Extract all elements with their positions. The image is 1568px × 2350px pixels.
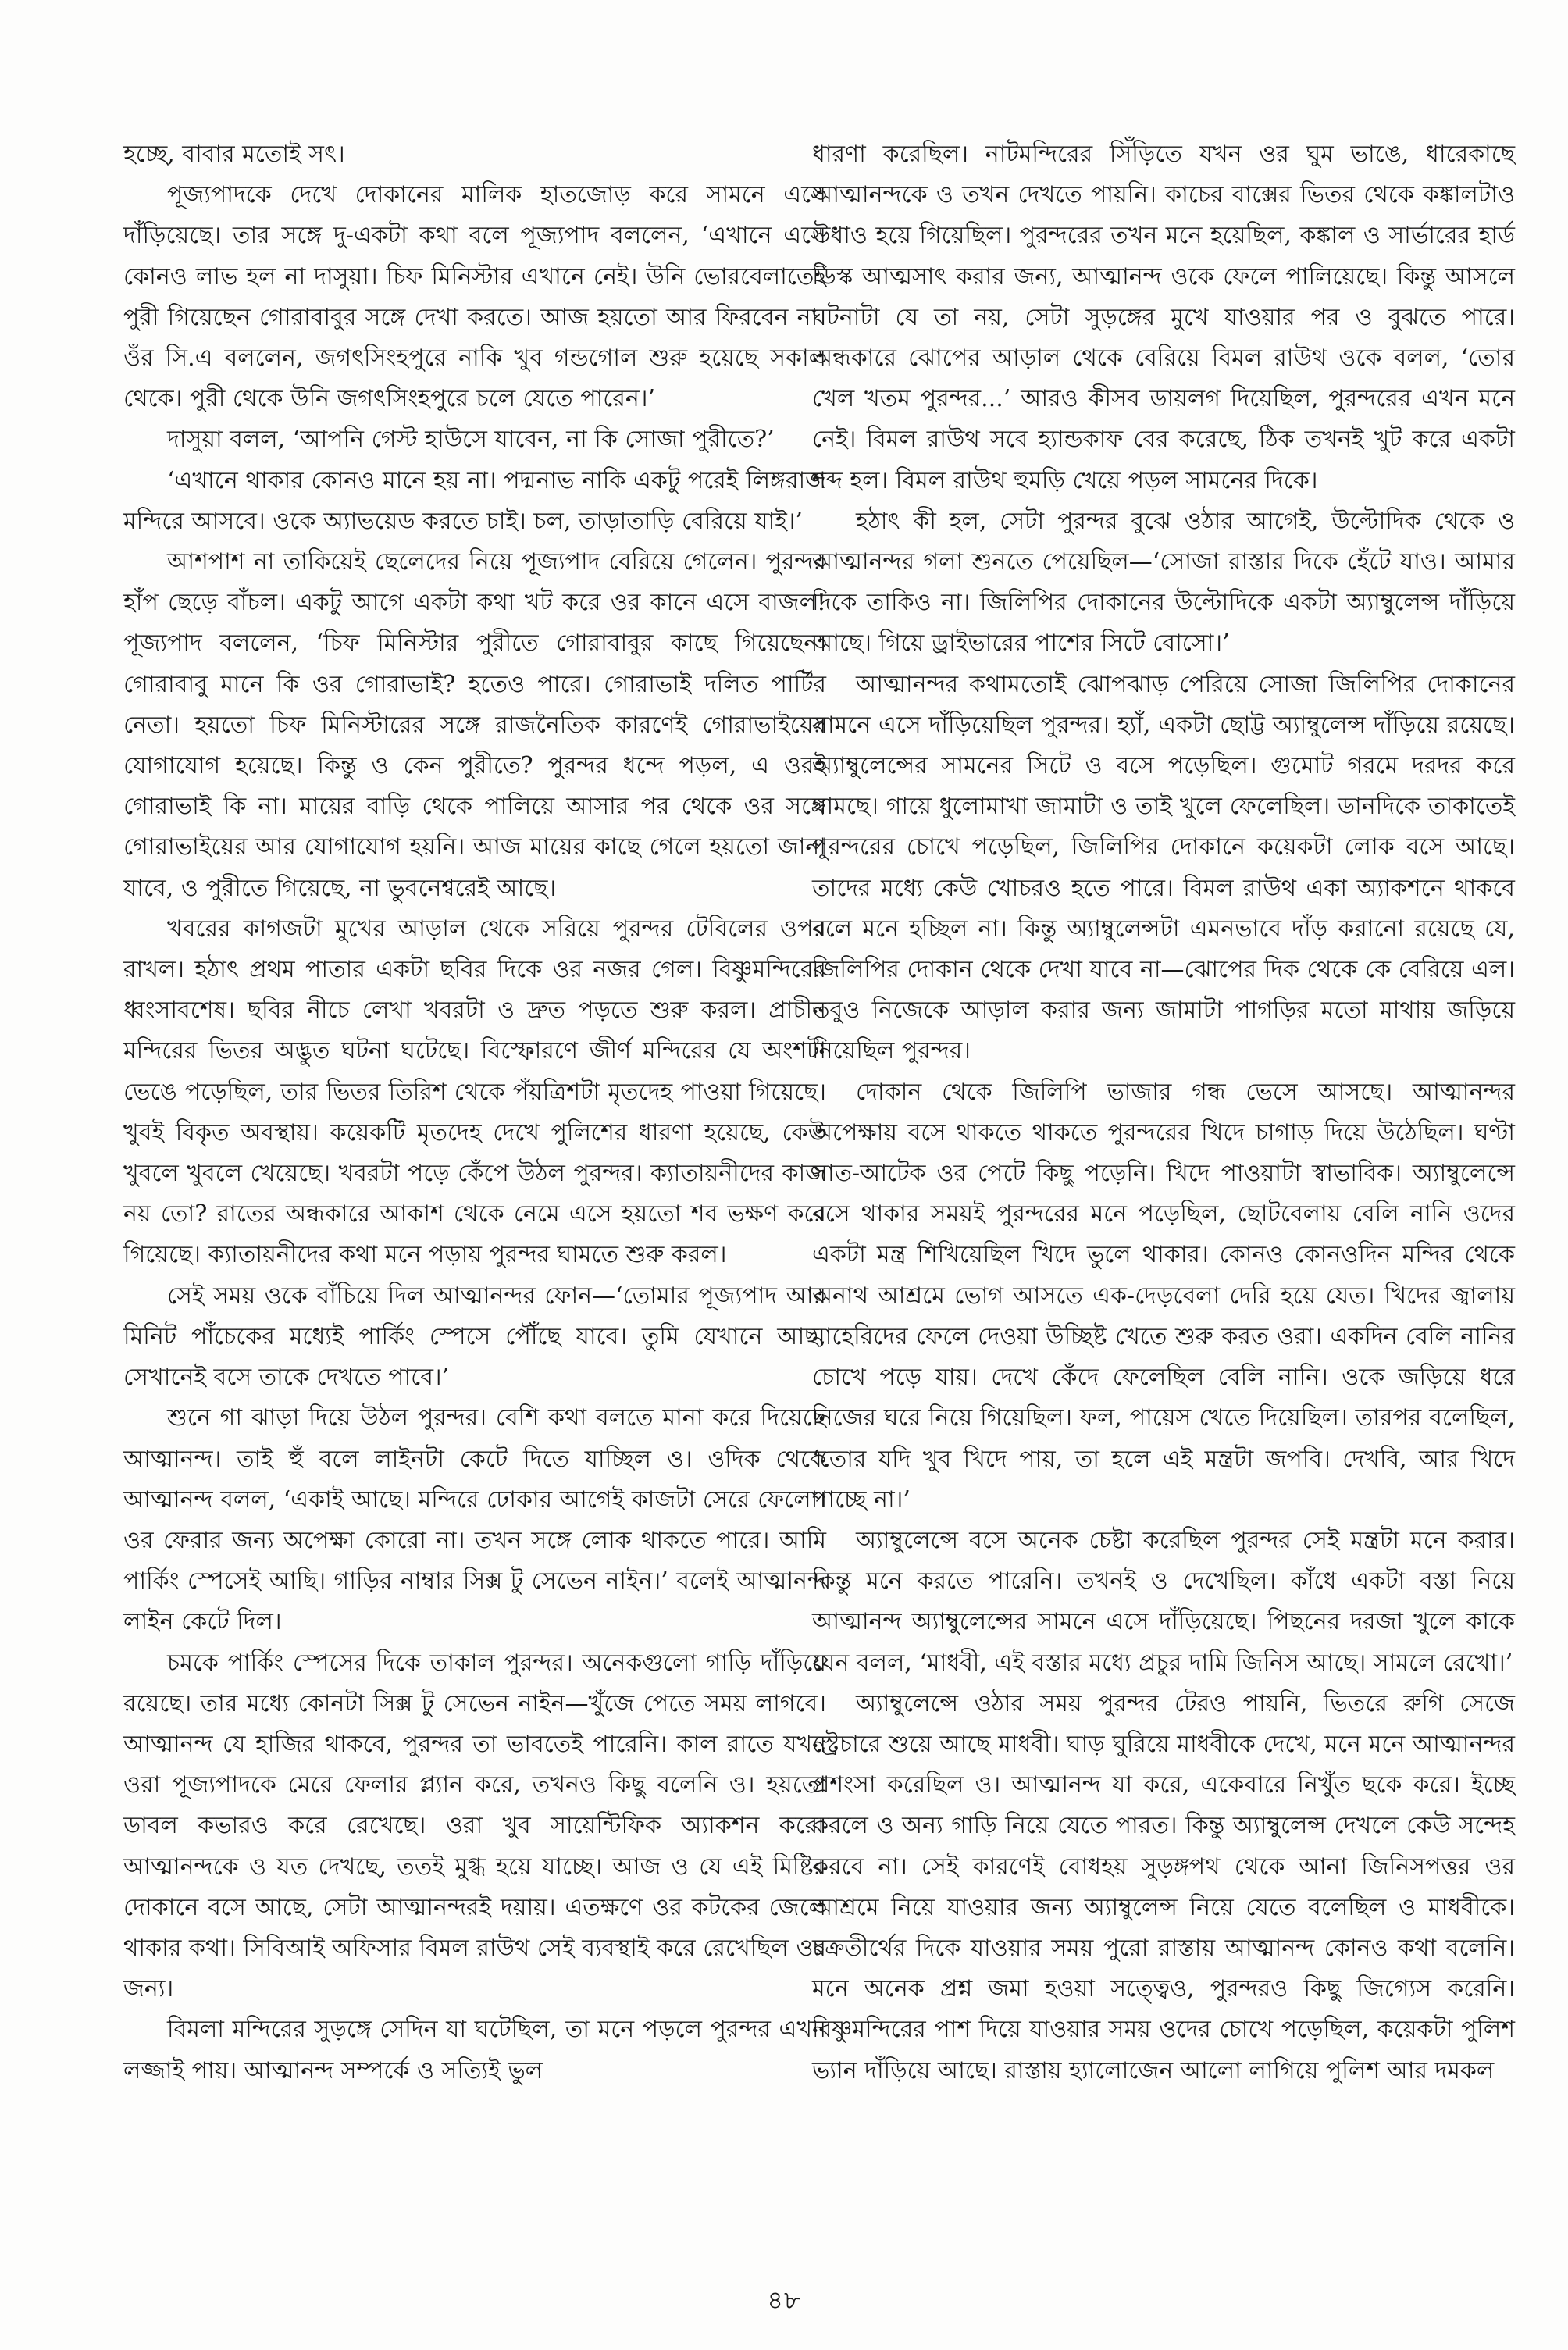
paragraph: হচ্ছে, বাবার মতোই সৎ। — [123, 141, 345, 168]
paragraph: চমকে পার্কিং স্পেসের দিকে তাকাল পুরন্দর। অনেকগুলো গাড়ি দাঁড়িয়ে রয়েছে। তার মধ্যে কোনটা সিক্স টু সেভেন নাইন—খুঁজে পেতে সময় লাগবে। আত্মানন্দ যে হাজির থাকবে, পুরন্দর তা ভাবতেই পারেনি। কাল রাতে যখন ওরা পূজ্যপাদকে মেরে ফেলার প্ল্যান করে, তখনও কিছু বলেনি ও। হয়তো ডাবল কভারও করে রেখেছে। ওরা খুব সায়েন্টিফিক অ্যাকশন করে। আত্মানন্দকে ও যত দেখছে, ততই মুগ্ধ হয়ে যাচ্ছে। আজ ও যে এই মিষ্টির দোকানে বসে আছে, সেটা আত্মানন্দরই দয়ায়। এতক্ষণে ওর কটকের জেলে থাকার কথা। সিবিআই অফিসার বিমল রাউথ সেই ব্যবস্থাই করে রেখেছিল ওর জন্য। — [123, 1649, 826, 2003]
paragraph: আশপাশ না তাকিয়েই ছেলেদের নিয়ে পূজ্যপাদ বেরিয়ে গেলেন। পুরন্দর হাঁপ ছেড়ে বাঁচল। একটু আগে একটা কথা খট করে ওর কানে এসে বাজল! পূজ্যপাদ বললেন, ‘চিফ মিনিস্টার পুরীতে গোরাবাবুর কাছে গিয়েছেন। গোরাবাবু মানে কি ওর গোরাভাই? হতেও পারে। গোরাভাই দলিত পার্টির নেতা। হয়তো চিফ মিনিস্টারের সঙ্গে রাজনৈতিক কারণেই গোরাভাইয়ের যোগাযোগ হয়েছে। কিন্তু ও কেন পুরীতে? পুরন্দর ধন্দে পড়ল, এ ওরই গোরাভাই কি না। মায়ের বাড়ি থেকে পালিয়ে আসার পর থেকে ওর সঙ্গে গোরাভাইয়ের আর যোগাযোগ হয়নি। আজ মায়ের কাছে গেলে হয়তো জানা যাবে, ও পুরীতে গিয়েছে, না ভুবনেশ্বরেই আছে। — [123, 548, 826, 902]
paragraph: বিমলা মন্দিরের সুড়ঙ্গে সেদিন যা ঘটেছিল, তা মনে পড়লে পুরন্দর এখন লজ্জাই পায়। আত্মানন্দ সম্পর্কে ও সত্যিই ভুল — [123, 2016, 826, 2084]
paragraph: খবরের কাগজটা মুখের আড়াল থেকে সরিয়ে পুরন্দর টেবিলের ওপর রাখল। হঠাৎ প্রথম পাতার একটা ছবির দিকে ওর নজর গেল। বিষ্ণুমন্দিরের ধ্বংসাবশেষ। ছবির নীচে লেখা খবরটা ও দ্রুত পড়তে শুরু করল। প্রাচীন মন্দিরের ভিতর অদ্ভুত ঘটনা ঘটেছে। বিস্ফোরণে জীর্ণ মন্দিরের যে অংশটা ভেঙে পড়েছিল, তার ভিতর তিরিশ থেকে পঁয়ত্রিশটা মৃতদেহ পাওয়া গিয়েছে। খুবই বিকৃত অবস্থায়। কয়েকটি মৃতদেহ দেখে পুলিশের ধারণা হয়েছে, কেউ খুবলে খুবলে খেয়েছে। খবরটা পড়ে কেঁপে উঠল পুরন্দর। ক্যাতায়নীদের কাজ নয় তো? রাতের অন্ধকারে আকাশ থেকে নেমে এসে হয়তো শব ভক্ষণ করে গিয়েছে। ক্যাতায়নীদের কথা মনে পড়ায় পুরন্দর ঘামতে শুরু করল। — [123, 915, 826, 1269]
paragraph: হঠাৎ কী হল, সেটা পুরন্দর বুঝে ওঠার আগেই, উল্টোদিক থেকে ও আত্মানন্দর গলা শুনতে পেয়েছিল—‘সোজা রাস্তার দিকে হেঁটে যাও। আমার দিকে তাকিও না। জিলিপির দোকানের উল্টোদিকে একটা অ্যাম্বুলেন্স দাঁড়িয়ে আছে। গিয়ে ড্রাইভারের পাশের সিটে বোসো।’ — [812, 507, 1515, 658]
right-text-column — [812, 134, 1515, 2091]
paragraph: দাসুয়া বলল, ‘আপনি গেস্ট হাউসে যাবেন, না কি সোজা পুরীতে?’ — [167, 426, 775, 454]
paragraph: সেই সময় ওকে বাঁচিয়ে দিল আত্মানন্দর ফোন—‘তোমার পূজ্যপাদ আর মিনিট পাঁচেকের মধ্যেই পার্কিং স্পেসে পৌঁছে যাবে। তুমি যেখানে আছ, সেখানেই বসে তাকে দেখতে পাবে।’ — [123, 1282, 826, 1392]
paragraph: আত্মানন্দর কথামতোই ঝোপঝাড় পেরিয়ে সোজা জিলিপির দোকানের সামনে এসে দাঁড়িয়েছিল পুরন্দর। হ্যাঁ, একটা ছোট্ট অ্যাম্বুলেন্স দাঁড়িয়ে রয়েছে। অ্যাম্বুলেন্সের সামনের সিটে ও বসে পড়েছিল। গুমোট গরমে দরদর করে ঘামছে। গায়ে ধুলোমাখা জামাটা ও তাই খুলে ফেলেছিল। ডানদিকে তাকাতেই পুরন্দরের চোখে পড়েছিল, জিলিপির দোকানে কয়েকটা লোক বসে আছে। তাদের মধ্যে কেউ খোচরও হতে পারে। বিমল রাউথ একা অ্যাকশনে থাকবে বলে মনে হচ্ছিল না। কিন্তু অ্যাম্বুলেন্সটা এমনভাবে দাঁড় করানো রয়েছে যে, জিলিপির দোকান থেকে দেখা যাবে না—ঝোপের দিক থেকে কে বেরিয়ে এল। তবুও নিজেকে আড়াল করার জন্য জামাটা পাগড়ির মতো মাথায় জড়িয়ে নিয়েছিল পুরন্দর। — [812, 670, 1515, 1065]
left-text-column — [123, 134, 826, 2091]
paragraph: শুনে গা ঝাড়া দিয়ে উঠল পুরন্দর। বেশি কথা বলতে মানা করে দিয়েছে আত্মানন্দ। তাই হুঁ বলে লাইনটা কেটে দিতে যাচ্ছিল ও। ওদিক থেকে আত্মানন্দ বলল, ‘একাই আছে। মন্দিরে ঢোকার আগেই কাজটা সেরে ফেলো। ওর ফেরার জন্য অপেক্ষা কোরো না। তখন সঙ্গে লোক থাকতে পারে। আমি পার্কিং স্পেসেই আছি। গাড়ির নাম্বার সিক্স টু সেভেন নাইন।’ বলেই আত্মানন্দ লাইন কেটে দিল। — [123, 1404, 826, 1636]
paragraph: অ্যাম্বুলেন্সে বসে অনেক চেষ্টা করেছিল পুরন্দর সেই মন্ত্রটা মনে করার। কিন্তু মনে করতে পারেনি। তখনই ও দেখেছিল। কাঁধে একটা বস্তা নিয়ে আত্মানন্দ অ্যাম্বুলেন্সের সামনে এসে দাঁড়িয়েছে। পিছনের দরজা খুলে কাকে যেন বলল, ‘মাধবী, এই বস্তার মধ্যে প্রচুর দামি জিনিস আছে। সামলে রেখো।’ — [812, 1526, 1515, 1677]
paragraph: পূজ্যপাদকে দেখে দোকানের মালিক হাতজোড় করে সামনে এসে দাঁড়িয়েছে। তার সঙ্গে দু-একটা কথা বলে পূজ্যপাদ বললেন, ‘এখানে এসে কোনও লাভ হল না দাসুয়া। চিফ মিনিস্টার এখানে নেই। উনি ভোরবেলাতেই পুরী গিয়েছেন গোরাবাবুর সঙ্গে দেখা করতে। আজ হয়তো আর ফিরবেন না। ওঁর সি.এ বললেন, জগৎসিংহপুরে নাকি খুব গন্ডগোল শুরু হয়েছে সকাল থেকে। পুরী থেকে উনি জগৎসিংহপুরে চলে যেতে পারেন।’ — [123, 181, 826, 413]
paragraph: ধারণা করেছিল। নাটমন্দিরের সিঁড়িতে যখন ওর ঘুম ভাঙে, ধারেকাছে আত্মানন্দকে ও তখন দেখতে পায়নি। কাচের বাক্সের ভিতর থেকে কঙ্কালটাও উধাও হয়ে গিয়েছিল। পুরন্দরের তখন মনে হয়েছিল, কঙ্কাল ও সার্ভারের হার্ড ডিস্ক আত্মসাৎ করার জন্য, আত্মানন্দ ওকে ফেলে পালিয়েছে। কিন্তু আসলে ঘটনাটা যে তা নয়, সেটা সুড়ঙ্গের মুখে যাওয়ার পর ও বুঝতে পারে। অন্ধকারে ঝোপের আড়াল থেকে বেরিয়ে বিমল রাউথ ওকে বলল, ‘তোর খেল খতম পুরন্দর...’ আরও কীসব ডায়লগ দিয়েছিল, পুরন্দরের এখন মনে নেই। বিমল রাউথ সবে হ্যান্ডকাফ বের করেছে, ঠিক তখনই খুট করে একটা শব্দ হল। বিমল রাউথ হুমড়ি খেয়ে পড়ল সামনের দিকে। — [812, 141, 1515, 494]
paragraph: দোকান থেকে জিলিপি ভাজার গন্ধ ভেসে আসছে। আত্মানন্দর অপেক্ষায় বসে থাকতে থাকতে পুরন্দরের খিদে চাগাড় দিয়ে উঠেছিল। ঘণ্টা সাত-আটেক ওর পেটে কিছু পড়েনি। খিদে পাওয়াটা স্বাভাবিক। অ্যাম্বুলেন্সে বসে থাকার সময়ই পুরন্দরের মনে পড়েছিল, ছোটবেলায় বেলি নানি ওদের একটা মন্ত্র শিখিয়েছিল খিদে ভুলে থাকার। কোনও কোনওদিন মন্দির থেকে অনাথ আশ্রমে ভোগ আসতে এক-দেড়বেলা দেরি হয়ে যেত। খিদের জ্বালায় মাহেরিদের ফেলে দেওয়া উচ্ছিষ্ট খেতে শুরু করত ওরা। একদিন বেলি নানির চোখে পড়ে যায়। দেখে কেঁদে ফেলেছিল বেলি নানি। ওকে জড়িয়ে ধরে নিজের ঘরে নিয়ে গিয়েছিল। ফল, পায়েস খেতে দিয়েছিল। তারপর বলেছিল, ‘তোর যদি খুব খিদে পায়, তা হলে এই মন্ত্রটা জপবি। দেখবি, আর খিদে পাচ্ছে না।’ — [812, 1078, 1515, 1514]
paragraph: অ্যাম্বুলেন্সে ওঠার সময় পুরন্দর টেরও পায়নি, ভিতরে রুগি সেজে স্ট্রেচারে শুয়ে আছে মাধবী। ঘাড় ঘুরিয়ে মাধবীকে দেখে, মনে মনে আত্মানন্দর প্রশংসা করেছিল ও। আত্মানন্দ যা করে, একেবারে নিখুঁত ছকে করে। ইচ্ছে করলে ও অন্য গাড়ি নিয়ে যেতে পারত। কিন্তু অ্যাম্বুলেন্স দেখলে কেউ সন্দেহ করবে না। সেই কারণেই বোধহয় সুড়ঙ্গপথ থেকে আনা জিনিসপত্তর ওর আশ্রমে নিয়ে যাওয়ার জন্য অ্যাম্বুলেন্স নিয়ে যেতে বলেছিল ও মাধবীকে। চক্রতীর্থের দিকে যাওয়ার সময় পুরো রাস্তায় আত্মানন্দ কোনও কথা বলেনি। মনে অনেক প্রশ্ন জমা হওয়া সত্ত্বেও, পুরন্দরও কিছু জিগ্যেস করেনি। বিষ্ণুমন্দিরের পাশ দিয়ে যাওয়ার সময় ওদের চোখে পড়েছিল, কয়েকটা পুলিশ ভ্যান দাঁড়িয়ে আছে। রাস্তায় হ্যালোজেন আলো লাগিয়ে পুলিশ আর দমকল — [812, 1689, 1515, 2084]
paragraph: ‘এখানে থাকার কোনও মানে হয় না। পদ্মনাভ নাকি একটু পরেই লিঙ্গরাজ মন্দিরে আসবে। ওকে অ্যাভয়েড করতে চাই। চল, তাড়াতাড়ি বেরিয়ে যাই।’ — [123, 466, 826, 535]
page-number: ৪৮ — [767, 2285, 801, 2315]
